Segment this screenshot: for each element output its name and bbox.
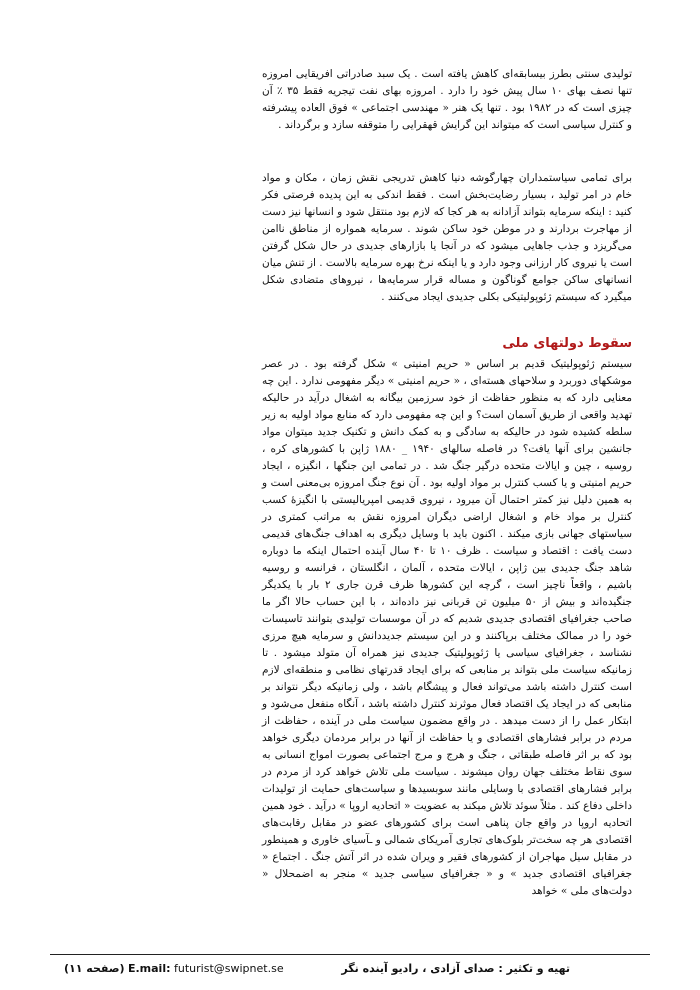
page-number: (صفحه ۱۱) [64, 962, 125, 975]
section-body: سیستم ژئوپولیتیک قدیم بر اساس « حریم امنیتی » شکل گرفته بود . در عصر موشکهای دوربرد و سلاحهای هسته‌ای ، « حریم امنیتی » دیگر مفهومی ندارد . این چه معنایی دارد که به منظور حفاظت از خود سرزمین بیگانه به اشغال درآید در حالیکه تهدید واقعی از طریق آسمان است؟ و این چه مفهومی دارد که منابع مواد اولیه به زیر سلطه کشیده شود در حالیکه به سادگی و به کمک دانش و تکنیک جدید میتوان مواد جانشین برای آنها یافت؟ در فاصله سالهای ۱۹۴۰ _ ۱۸۸۰ ژاپن با کشورهای کره ، روسیه ، چین و ایالات متحده درگیر جنگ شد . در تمامی این جنگها ، انگیزه ، ایجاد حریم امنیتی و یا کسب کنترل بر مواد اولیه بود . آن نوع جنگ امروزه بی‌معنی است و به همین دلیل نیز کمتر احتمال آن میرود ، نیروی قدیمی امپریالیستی با انگیزهٔ کسب کنترل بر مواد خام و اشغال اراضی دیگران امروزه نقش به مراتب کمتری در سیاستهای جهانی بازی میکند . اکنون باید با وسایل دیگری به اهداف جنگ‌های قدیمی دست یافت : اقتصاد و سیاست . ظرف ۱۰ تا ۴۰ سال آینده احتمال اینکه ما دوباره شاهد جنگ جدیدی بین ژاپن ، ایالات متحده ، آلمان ، انگلستان ، فرانسه و روسیه باشیم ، واقعاً ناچیز است ، گرچه این کشورها ظرف قرن جاری ۲ بار با یکدیگر جنگیده‌اند و بیش از ۵۰ میلیون تن قربانی نیز داده‌اند ، با این حساب حالا اگر ما صاحب جغرافیای اقتصادی جدیدی شدیم که در آن موسسات تولیدی بتوانند تاسیسات خود را در ممالک مختلف برپاکنند و در این سیستم جدیددانش و سرمایه هیچ مرزی نشناسد ، جغرافیای سیاسی یا ژئوپولیتیک جدیدی نیز همراه آن متولد میشود . تا زمانیکه سیاست ملی بتواند بر منابعی که برای ایجاد قدرتهای نظامی و منطقه‌ای لازم است کنترل داشته باشد می‌تواند فعال و پیشگام باشد ، ولی زمانیکه دیگر نتواند بر منابعی که در ایجاد یک اقتصاد فعال موثرند کنترل داشته باشد ، آنگاه منفعل می‌شود و ابتکار عمل را از دست میدهد . در واقع مضمون سیاست ملی در آینده ، حفاظت از مردم در برابر فشارهای اقتصادی و یا حفاظت از آنها در برابر مردمان دیگری خواهد بود که بر اثر فاصله طبقاتی ، جنگ و هرج و مرج اجتماعی بصورت امواج انسانی به سوی نقاط مختلف جهان روان میشوند . سیاست ملی تلاش خواهد کرد از مردم در برابر فشارهای اقتصادی با وسایلی مانند سوبسیدها و سیاست‌های حمایت از تولیدات داخلی دفاع کند . مثلاً سوئد تلاش میکند به عضویت « اتحادیه اروپا » درآید . خود همین اتحادیه اروپا در واقع جان پناهی است برای کشورهای عضو در مقابل رقابت‌های اقتصادی هر چه سخت‌تر بلوک‌های تجاری آمریکای شمالی و ـآسیای خاوری و همینطور در مقابل سیل مهاجران از کشورهای فقیر و ویران شده در اثر آتش جنگ . اجتماع « جغرافیای اقتصادی جدید » و « جغرافیای سیاسی جدید » منجر به اضمحلال « دولت‌های ملی » خواهد [262, 358, 632, 897]
body-paragraph-1: تولیدی سنتی بطرز بیسابقه‌ای کاهش یافته است . یک سبد صادراتی افریقایی امروزه تنها نصف بهای ۱۰ سال پیش خود را دارد . امروزه بهای نفت تیجریه فقط ۳۵ ٪ آن چیزی است که در ۱۹۸۲ بود . تنها یک هنر « مهندسی اجتماعی » فوق العاده پیشرفته و کنترل سیاسی است که میتواند این گرایش قهقرایی را متوقفه سازد و برگرداند . [262, 68, 633, 131]
section-heading: سقوط دولتهای ملی [502, 336, 632, 351]
email-label: E.mail: [127, 962, 171, 975]
email-link[interactable]: futurist@swipnet.se [174, 962, 284, 975]
page-footer [50, 962, 650, 980]
body-paragraph-2: برای تمامی سیاستمداران چهارگوشه دنیا کاهش تدریجی نقش زمان ، مکان و مواد خام در امر تولید ، بسیار رضایت‌بخش است . فقط اندکی به این پدیده فرصتی فکر کنید : اینکه سرمایه بتواند آزادانه به هر کجا که لازم بود منتقل شود و انسانها نیز دست از مهاجرت بردارند و در موطن خود ساکن شوند . سرمایه همواره از مناطق ناامن می‌گریزد و جذب جاهایی میشود که در آنجا یا بازارهای جدیدی در حال شکل گرفتن است یا نیروی کار ارزانی وجود دارد و یا اینکه نرخ بهره سرمایه بالاست . از تنش میان انسانهای ساکن جوامع گوناگون و مساله قرار سرمایه‌ها ، نیروهای متضادی شکل میگیرد که سیستم ژئوپولیتیکی بکلی جدیدی ایجاد می‌کنند . [262, 172, 632, 303]
footer-divider [50, 954, 650, 955]
footer-contact [64, 962, 284, 975]
footer-credit: تهیه و تکثیر : صدای آزادی ، رادیو آینده نگر [341, 962, 570, 975]
